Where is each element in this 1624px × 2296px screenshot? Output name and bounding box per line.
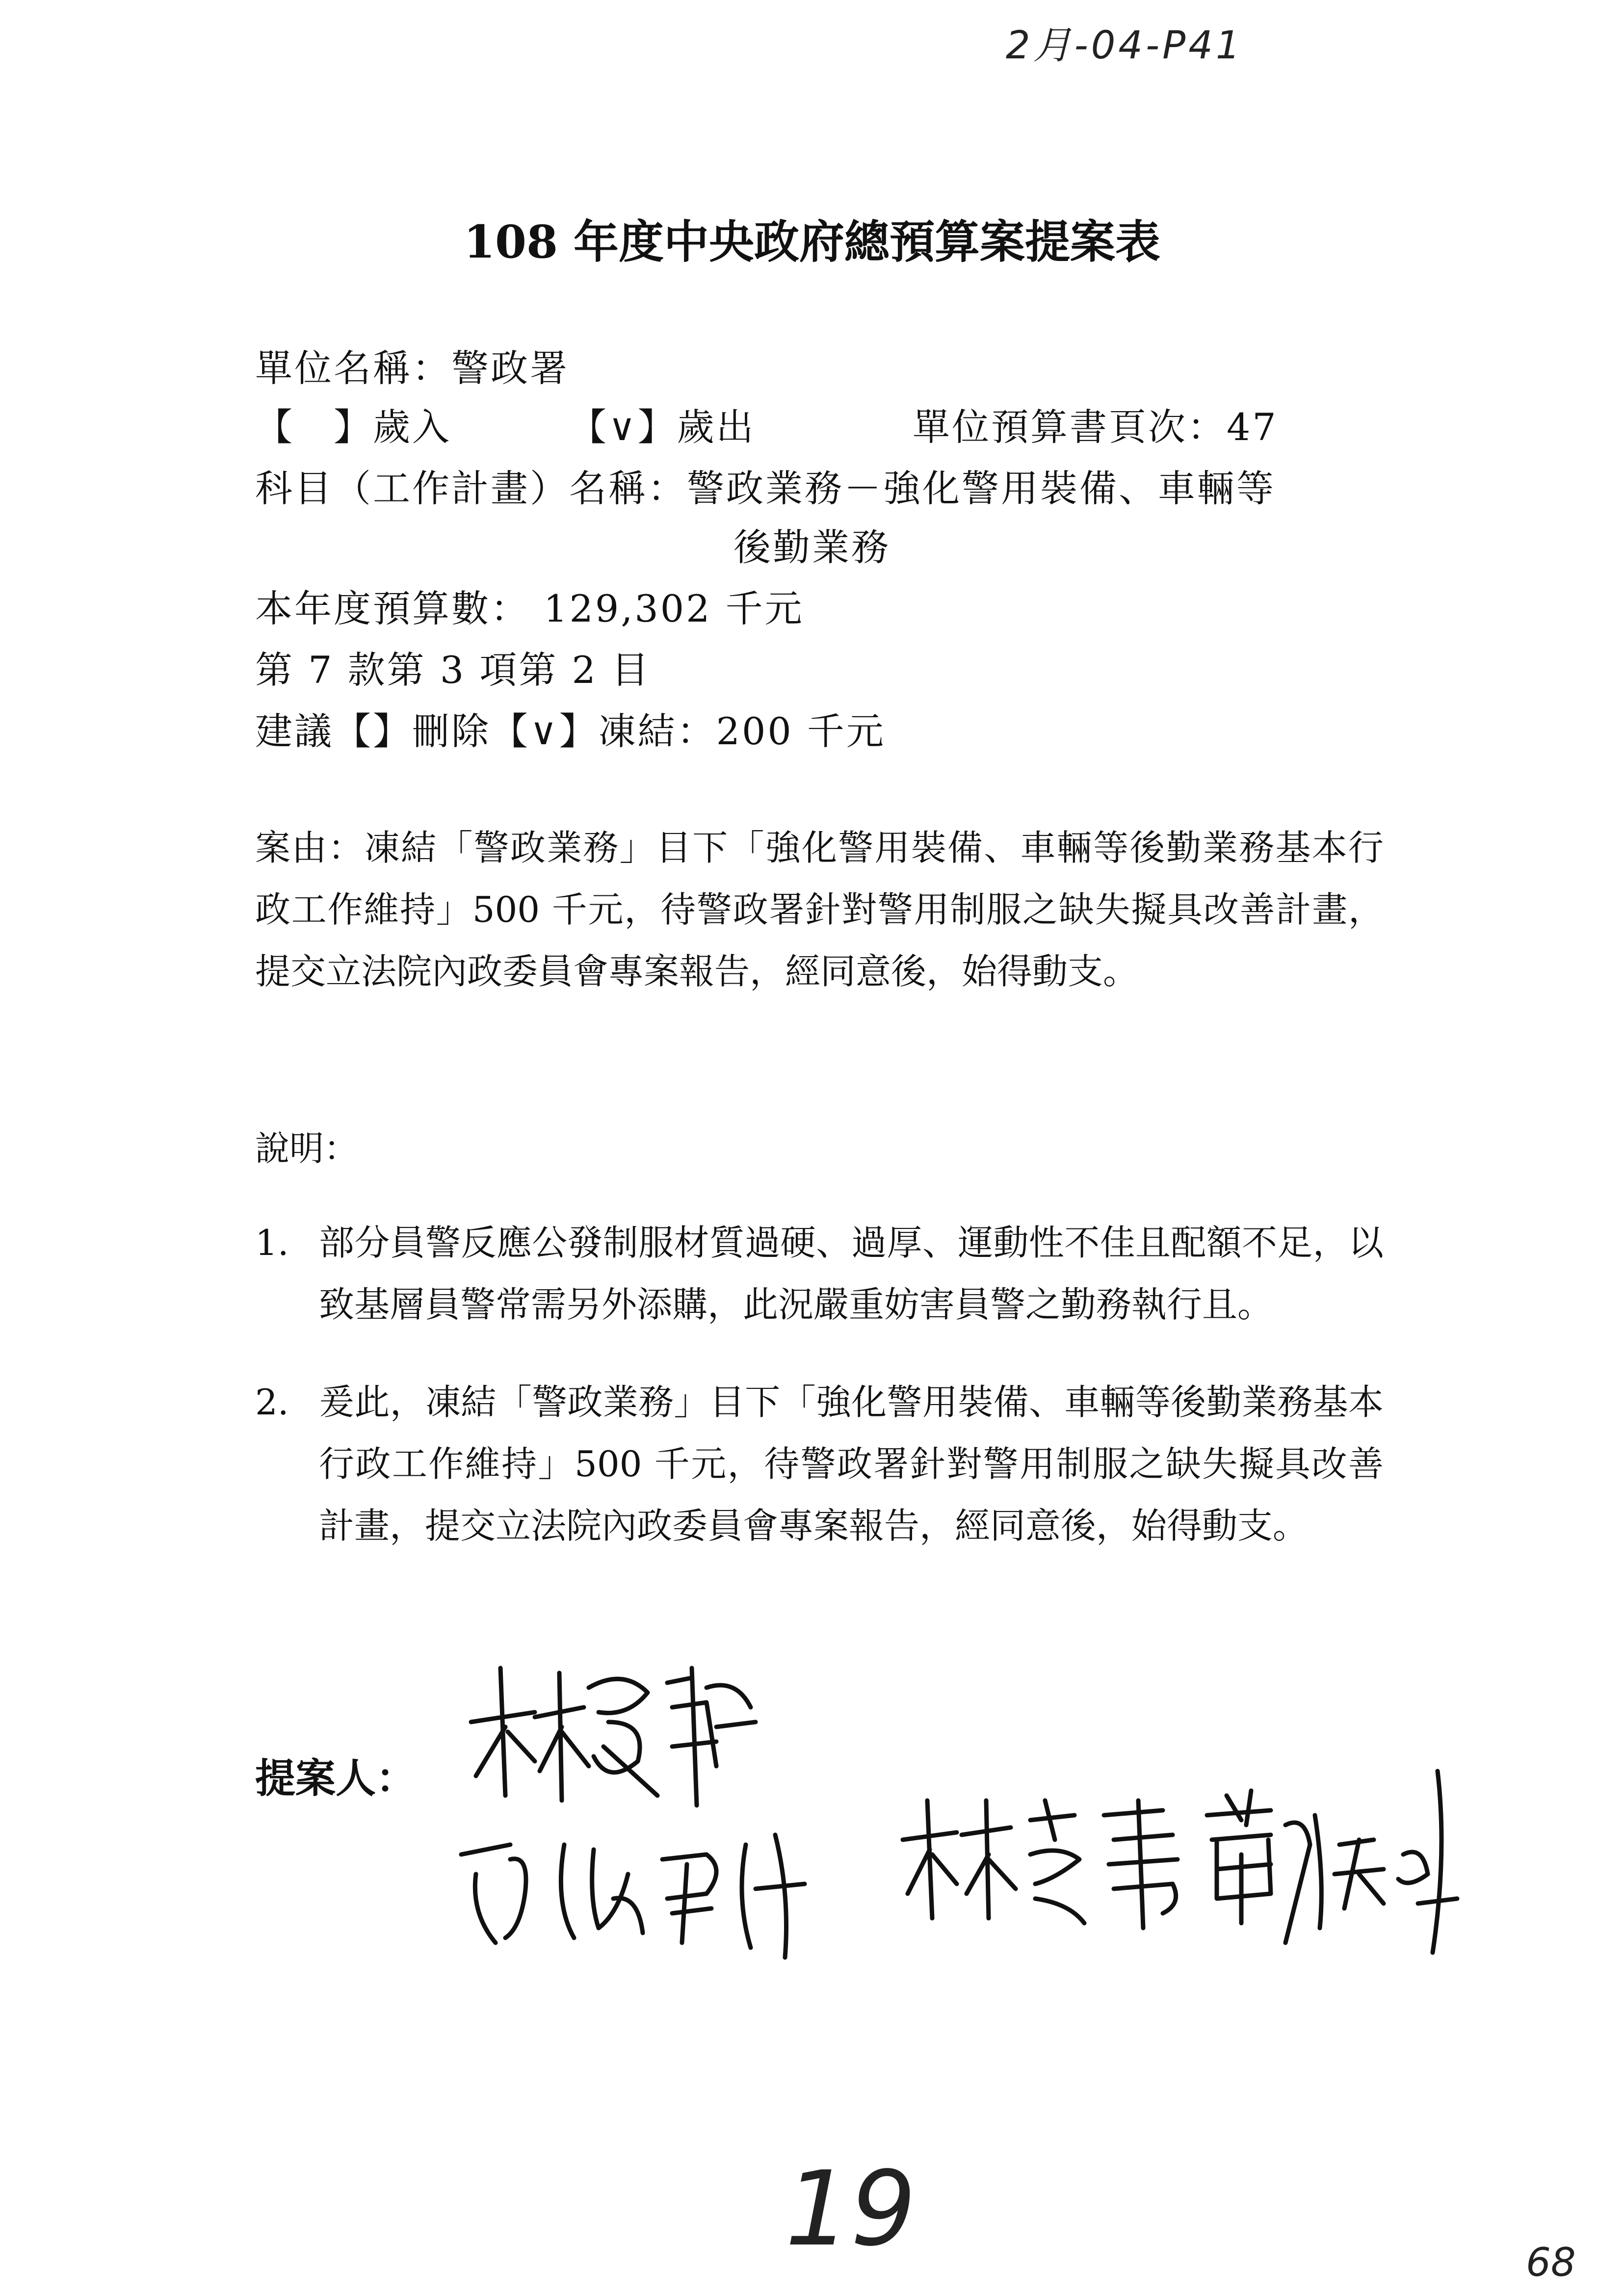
budget-page-reference: 單位預算書頁次：47 bbox=[913, 405, 1278, 449]
corner-annotation: 68 bbox=[1526, 2240, 1576, 2285]
explanation-number: 1. bbox=[255, 1222, 289, 1263]
budget-type-row bbox=[255, 397, 1384, 449]
explanation-text: 部分員警反應公發制服材質過硬、過厚、運動性不佳且配額不足，以致基層員警常需另外添購，此況嚴重妨害員警之勤務執行且。 bbox=[319, 1222, 1384, 1325]
explanation-item bbox=[255, 1212, 1384, 1339]
handwritten-stamp: 2月-04-P41 bbox=[1006, 24, 1243, 68]
case-reason: 案由：凍結「警政業務」目下「強化警用裝備、車輛等後勤業務基本行政工作維持」500 千元，待警政署針對警用制服之缺失擬具改善計畫，提交立法院內政委員會專案報告，經同意後，始得動支。 bbox=[255, 827, 1384, 992]
expenditure-checkbox-label: 【∨】歲出 bbox=[569, 405, 756, 449]
subject-name-line-2: 後勤業務 bbox=[733, 525, 891, 569]
unit-name: 單位名稱：警政署 bbox=[255, 346, 569, 390]
signature-4 bbox=[1197, 1756, 1472, 1962]
page-number: 19 bbox=[785, 2149, 917, 2269]
budget-amount: 本年度預算數： 129,302 千元 bbox=[255, 587, 804, 630]
signature-1 bbox=[461, 1648, 765, 1815]
revenue-checkbox-label: 【 】歲入 bbox=[255, 405, 451, 449]
proposal-action: 建議【】刪除【∨】凍結：200 千元 bbox=[255, 709, 886, 753]
explanation-item bbox=[255, 1371, 1384, 1626]
explanation-text: 爰此，凍結「警政業務」目下「強化警用裝備、車輛等後勤業務基本行政工作維持」500 千元，待警政署針對警用制服之缺失擬具改善計畫，提交立法院內政委員會專案報告，經同意後，始得動支。 bbox=[319, 1382, 1384, 1546]
budget-section: 第 7 款第 3 項第 2 目 bbox=[255, 648, 651, 692]
signature-2 bbox=[451, 1815, 824, 1962]
subject-name-line-1: 科目（工作計畫）名稱：警政業務－強化警用裝備、車輛等 bbox=[255, 467, 1276, 510]
explanation-number: 2. bbox=[255, 1382, 289, 1423]
page-title: 108 年度中央政府總預算案提案表 bbox=[463, 215, 1161, 268]
explanation-heading: 說明： bbox=[255, 1128, 358, 1169]
signature-3 bbox=[898, 1786, 1192, 1933]
proposer-label: 提案人： bbox=[255, 1755, 417, 1802]
